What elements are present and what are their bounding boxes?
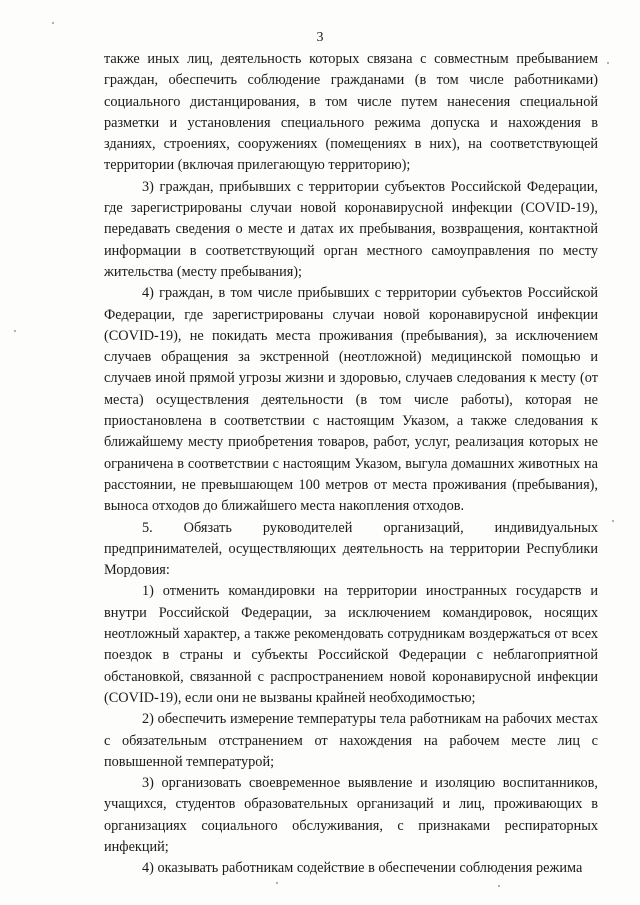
- scan-speck: [498, 885, 500, 887]
- scan-speck: [52, 22, 54, 24]
- scan-speck: [612, 520, 614, 522]
- scan-speck: [276, 882, 278, 884]
- paragraph-item-3-isolation: 3) организовать своевременное выявление и изоляцию воспитанников, учащихся, студентов образовательных организаций и лиц, проживающих в организациях социального обслуживания, с признаками респираторных инфекций;: [104, 775, 598, 855]
- document-body: [104, 49, 598, 880]
- paragraph-item-4-assistance: 4) оказывать работникам содействие в обеспечении соблюдения режима: [142, 860, 583, 877]
- scan-speck: [607, 62, 609, 64]
- page-number: 3: [316, 30, 324, 45]
- paragraph-section-5-obligations: 5. Обязать руководителей организаций, индивидуальных предпринимателей, осуществляющих деятельность на территории Республики Мордовия:: [104, 519, 598, 579]
- paragraph-item-1-business-trips: 1) отменить командировки на территории иностранных государств и внутри Российской Федерации, за исключением командировок, носящих неотложный характер, а также рекомендовать сотрудникам воздержаться от всех поездок в страны и субъекты Российской Федерации с неблагоприятной обстановкой, связанной с распространением новой коронавирусной инфекции (COVID-19), если они не вызваны крайней необходимостью;: [104, 583, 598, 706]
- paragraph-item-4-self-isolation: 4) граждан, в том числе прибывших с территории субъектов Российской Федерации, где зарегистрированы случаи новой коронавирусной инфекции (COVID-19), не покидать места проживания (пребывания), за исключением случаев обращения за экстренной (неотложной) медицинской помощью и случаев иной прямой угрозы жизни и здоровью, случаев следования к месту (от места) осуществления деятельности (в том числе работы), которая не приостановлена в соответствии с настоящим Указом, а также следования к ближайшему месту приобретения товаров, работ, услуг, реализация которых не ограничена в соответствии с настоящим Указом, выгула домашних животных на расстоянии, не превышающем 100 метров от места проживания (пребывания), выноса отходов до ближайшего места накопления отходов.: [104, 285, 598, 515]
- scan-speck: [14, 330, 16, 332]
- paragraph-social-distancing: также иных лиц, деятельность которых связана с совместным пребыванием граждан, обеспечить соблюдение гражданами (в том числе работниками) социального дистанцирования, в том числе путем нанесения специальной разметки и установления специального режима допуска и нахождения в зданиях, строениях, сооружениях (помещениях в них), на соответствующей территории (включая прилегающую территорию);: [104, 51, 598, 174]
- paragraph-item-3-arrivals: 3) граждан, прибывших с территории субъектов Российской Федерации, где зарегистрированы случаи новой коронавирусной инфекции (COVID-19), передавать сведения о месте и датах их пребывания, возвращения, контактной информации в соответствующий орган местного самоуправления по месту жительства (месту пребывания);: [104, 178, 598, 280]
- paragraph-item-2-temperature: 2) обеспечить измерение температуры тела работникам на рабочих местах с обязательным отстранением от нахождения на рабочем месте лиц с повышенной температурой;: [104, 711, 598, 770]
